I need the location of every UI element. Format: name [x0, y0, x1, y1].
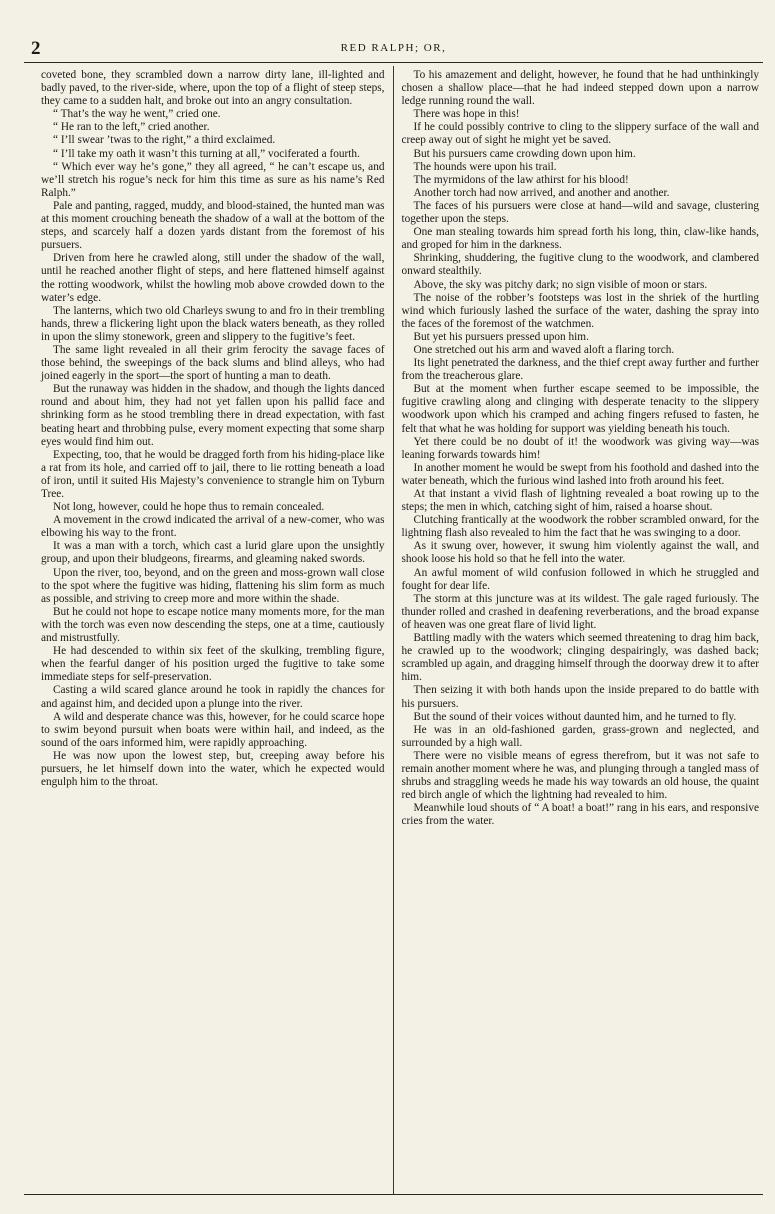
- paragraph: Meanwhile loud shouts of “ A boat! a boat!” rang in his ears, and responsive cries from the water.: [401, 802, 759, 828]
- paragraph: As it swung over, however, it swung him violently against the wall, and shook loose his hold so that he fell into the water.: [401, 540, 759, 566]
- right-column: [394, 66, 764, 1194]
- paragraph: A movement in the crowd indicated the arrival of a new-comer, who was elbowing his way to the front.: [41, 514, 385, 540]
- paragraph: Driven from here he crawled along, still under the shadow of the wall, until he reached another flight of steps, and here flattened himself against the rotting woodwork, whilst the howling mob above crowded down to the water’s edge.: [41, 252, 385, 304]
- paragraph: Clutching frantically at the woodwork the robber scrambled onward, for the lightning flash also revealed to him the fact that he was swinging to a door.: [401, 514, 759, 540]
- paragraph: Not long, however, could he hope thus to remain concealed.: [53, 501, 325, 514]
- paragraph: If he could possibly contrive to cling to the slippery surface of the wall and creep away out of sight he might yet be saved.: [401, 121, 759, 147]
- paragraph: But the sound of their voices without daunted him, and he turned to fly.: [413, 710, 737, 723]
- paragraph: Casting a wild scared glance around he took in rapidly the chances for and against him, and decided upon a plunge into the river.: [41, 684, 385, 710]
- paragraph: The same light revealed in all their grim ferocity the savage faces of those behind, the sweepings of the back slums and blind alleys, who had joined eagerly in the sport—the sport of hunting a man to death.: [41, 343, 385, 383]
- paragraph: The noise of the robber’s footsteps was lost in the shriek of the hurtling wind which furiously lashed the surface of the water, dashing the spray into the faces of the foremost of the watchmen.: [401, 291, 759, 330]
- paragraph: But at the moment when further escape seemed to be impossible, the fugitive crawling along and clinging with desperate tenacity to the slippery woodwork upon which his cramped and aching fingers refused to fasten, he felt that what he was holding for support was yielding beneath his touch.: [401, 383, 759, 435]
- paragraph: “ That’s the way he went,” cried one.: [53, 108, 221, 121]
- paragraph: Another torch had now arrived, and another and another.: [413, 186, 670, 199]
- paragraph: One man stealing towards him spread forth his long, thin, claw-like hands, and groped for him in the darkness.: [401, 226, 759, 252]
- paragraph: “ I’ll swear ’twas to the right,” a third exclaimed.: [53, 134, 276, 147]
- paragraph: Then seizing it with both hands upon the inside prepared to do battle with his pursuers.: [401, 684, 759, 710]
- paragraph: To his amazement and delight, however, he found that he had unthinkingly chosen a shallow place—that he had indeed stepped down upon a narrow ledge running round the wall.: [401, 69, 759, 108]
- paragraph: The storm at this juncture was at its wildest. The gale raged furiously. The thunder rolled and crashed in deafening reverberations, and the broad expanse of heaven was one great flare of livid light.: [401, 592, 759, 631]
- paragraph: In another moment he would be swept from his foothold and dashed into the water beneath, which the furious wind lashed into froth around his feet.: [401, 461, 759, 487]
- paragraph: It was a man with a torch, which cast a lurid glare upon the unsightly group, and upon their bludgeons, firearms, and gleaming naked swords.: [41, 540, 385, 566]
- paragraph: The hounds were upon his trail.: [413, 160, 557, 173]
- paragraph: Battling madly with the waters which seemed threatening to drag him back, he crawled up to the woodwork; clinging despairingly, was dashed back; scrambled up again, and dragging himself through the doorway drew it to after him.: [401, 632, 759, 684]
- paragraph: But the runaway was hidden in the shadow, and though the lights danced round and about him, they had not yet fallen upon his pallid face and shrinking form as he stood trembling there in dread expectation, with fast beating heart and throbbing pulse, every moment expecting that some sharp eyes would find him out.: [41, 383, 385, 448]
- paragraph: He had descended to within six feet of the skulking, trembling figure, when the fearful danger of his position urged the fugitive to take some immediate steps for self-preservation.: [41, 645, 385, 684]
- paragraph: There were no visible means of egress therefrom, but it was not safe to remain another moment where he was, and plunging through a tangled mass of shrubs and straggling weeds he made his way towards an old house, the quaint red birch angle of which the lightning had revealed to him.: [401, 749, 759, 802]
- paragraph: At that instant a vivid flash of lightning revealed a boat rowing up to the steps; the men in which, catching sight of him, raised a hoarse shout.: [401, 488, 759, 514]
- paragraph: Above, the sky was pitchy dark; no sign visible of moon or stars.: [413, 278, 708, 291]
- paragraph: Upon the river, too, beyond, and on the green and moss-grown wall close to the spot where the fugitive was hiding, flattening his slim form as much as possible, and striving to creep more and more within the shade.: [41, 566, 385, 605]
- paragraph: coveted bone, they scrambled down a narrow dirty lane, ill-lighted and badly paved, to the river-side, where, upon the top of a flight of steep steps, they came to a sudden halt, and broke out into an angry consultation.: [41, 69, 385, 108]
- paragraph: There was hope in this!: [413, 108, 520, 121]
- paragraph: Expecting, too, that he would be dragged forth from his hiding-place like a rat from its hole, and carried off to jail, there to lie rotting beneath a load of iron, until it suited His Majesty’s convenience to strangle him on Tyburn Tree.: [41, 448, 385, 500]
- paragraph: But his pursuers came crowding down upon him.: [413, 147, 636, 160]
- paragraph: Yet there could be no doubt of it! the woodwork was giving way—was leaning forwards towards him!: [401, 435, 759, 461]
- paragraph: Shrinking, shuddering, the fugitive clung to the woodwork, and clambered onward stealthily.: [401, 252, 759, 278]
- paragraph: But he could not hope to escape notice many moments more, for the man with the torch was even now descending the steps, one at a time, cautiously and mistrustfully.: [41, 605, 385, 645]
- running-title: RED RALPH; OR,: [340, 42, 447, 54]
- paragraph: “ I’ll take my oath it wasn’t this turning at all,” vociferated a fourth.: [53, 147, 360, 160]
- paragraph: The faces of his pursuers were close at hand—wild and savage, clustering together upon the steps.: [401, 199, 759, 226]
- paragraph: But yet his pursuers pressed upon him.: [413, 330, 589, 343]
- paragraph: An awful moment of wild confusion followed in which he struggled and fought for dear life.: [401, 566, 759, 592]
- paragraph: He was in an old-fashioned garden, grass-grown and neglected, and surrounded by a high wall.: [401, 723, 759, 749]
- paragraph: The myrmidons of the law athirst for his blood!: [413, 173, 629, 186]
- paragraph: He was now upon the lowest step, but, creeping away before his pursuers, he let himself down into the water, which he expected would engulph him to the throat.: [41, 749, 385, 789]
- paragraph: The lanterns, which two old Charleys swung to and fro in their trembling hands, threw a flickering light upon the black waters beneath, as they rolled in upon the slimy stonework, green and slippery to the fugitive’s feet.: [41, 304, 385, 343]
- text-columns: [24, 66, 763, 1195]
- page-header: [24, 32, 763, 63]
- left-column: [24, 66, 394, 1194]
- paragraph: “ He ran to the left,” cried another.: [53, 121, 210, 134]
- paragraph: Its light penetrated the darkness, and the thief crept away further and further from the treacherous glare.: [401, 357, 759, 383]
- paragraph: A wild and desperate chance was this, however, for he could scarce hope to swim beyond pursuit when boats were within hail, and indeed, as the sound of the oars informed him, were rapidly approaching.: [41, 710, 385, 749]
- paragraph: One stretched out his arm and waved aloft a flaring torch.: [413, 343, 675, 356]
- page-number: 2: [31, 38, 41, 59]
- paragraph: “ Which ever way he’s gone,” they all agreed, “ he can’t escape us, and we’ll stretch his rogue’s neck for him this time as sure as his name’s Red Ralph.”: [41, 160, 385, 199]
- paragraph: Pale and panting, ragged, muddy, and blood-stained, the hunted man was at this moment crouching beneath the shadow of a wall at the bottom of the steps, and scarcely half a dozen yards distant from the foremost of his pursuers.: [41, 199, 385, 252]
